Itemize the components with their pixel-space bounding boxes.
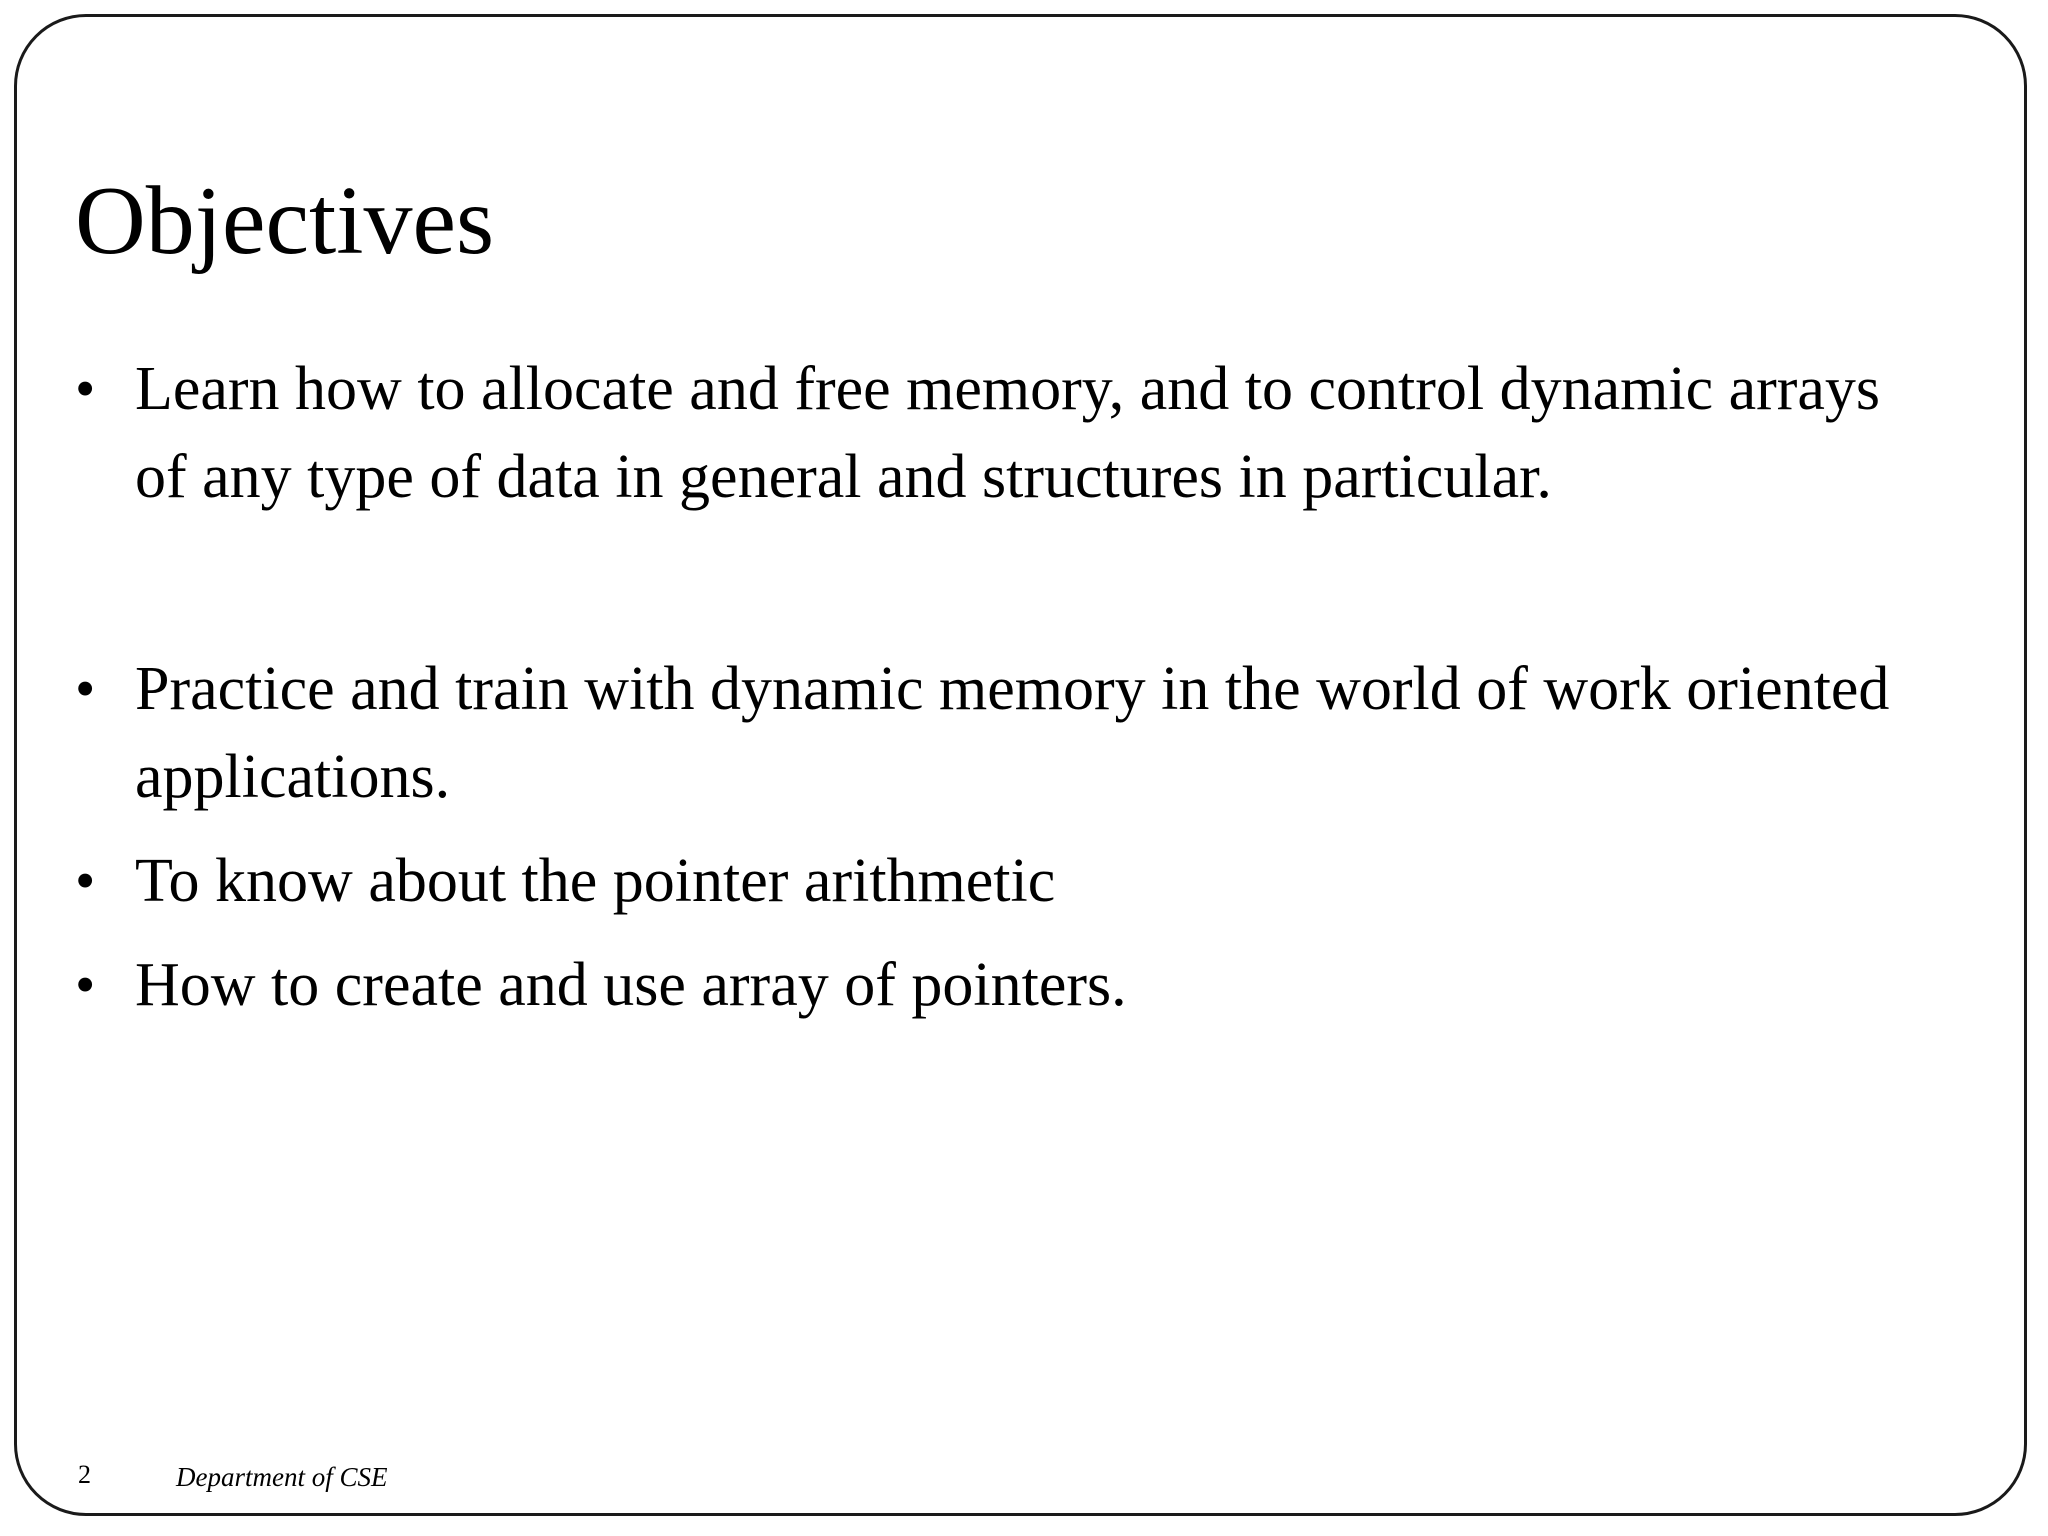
bullet-icon: • — [75, 656, 96, 721]
page-number: 2 — [78, 1460, 91, 1489]
bullet-item-3 — [75, 837, 1935, 925]
slide-title: Objectives — [75, 167, 495, 275]
bullet-icon: • — [75, 356, 96, 421]
bullet-text: To know about the pointer arithmetic — [135, 847, 1056, 915]
bullet-item-4 — [75, 941, 1935, 1029]
bullet-text: Practice and train with dynamic memory in the world of work oriented applications. — [135, 655, 1890, 811]
bullet-icon: • — [75, 952, 96, 1017]
footer-department: Department of CSE — [176, 1462, 388, 1492]
bullet-icon: • — [75, 848, 96, 913]
bullet-text: How to create and use array of pointers. — [135, 951, 1127, 1019]
bullet-text: Learn how to allocate and free memory, and to control dynamic arrays of any type of data in general and structures in particular. — [135, 355, 1881, 511]
bullet-item-2 — [75, 645, 1935, 821]
bullet-item-1 — [75, 345, 1935, 521]
bullet-list — [75, 345, 1935, 1029]
